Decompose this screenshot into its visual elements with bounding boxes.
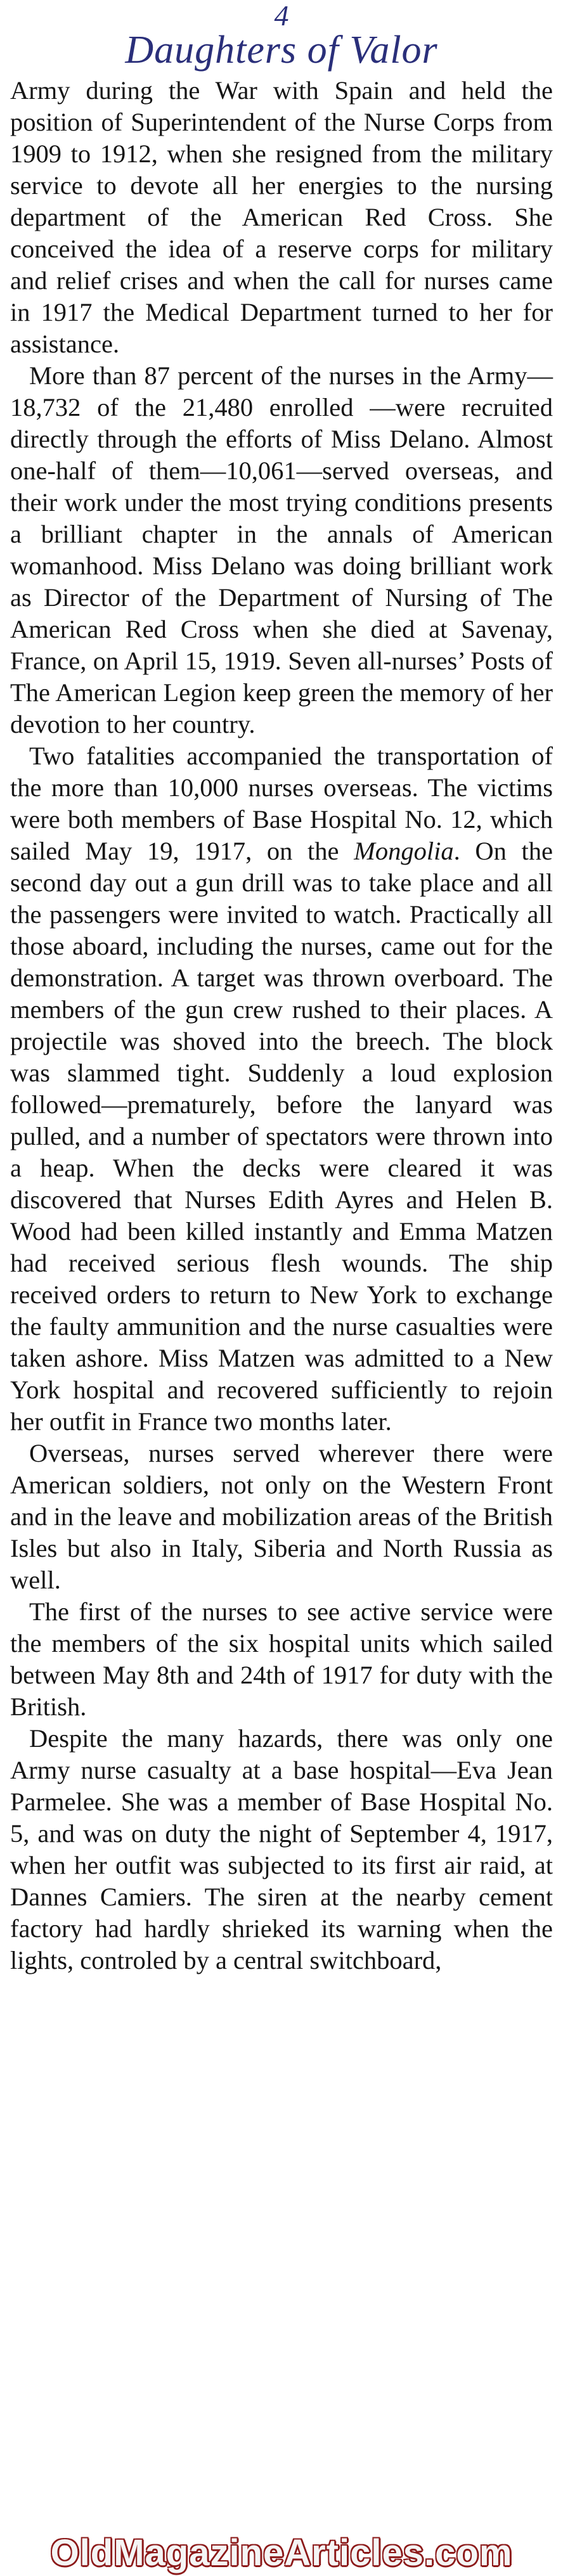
paragraph-text: Despite the many hazards, there was only one Army nurse casualty at a base hospital—Eva Jean Parmelee. She was a member of Base Hospital No. 5, and was on duty the night of September 4, 1917, when her outfit was subjected to its first air raid, at Dannes Camiers. The siren at the nearby cement factory had hardly shrieked its warning when the lights, controled by a central switchboard,: [10, 1724, 553, 1974]
running-title: Daughters of Valor: [125, 29, 438, 72]
paragraph: [10, 1438, 553, 1596]
paragraph-text: More than 87 percent of the nurses in the Army—18,732 of the 21,480 enrolled —were recruited directly through the efforts of Miss Delano. Almost one-half of them—10,061—served overseas, and their work under the most trying conditions presents a brilliant chapter in the annals of American womanhood. Miss Delano was doing brilliant work as Director of the Department of Nursing of The American Red Cross when she died at Savenay, France, on April 15, 1919. Seven all-nurses’ Posts of The American Legion keep green the memory of her devotion to her country.: [10, 361, 553, 738]
paragraph-text: Two fatalities accompanied the transportation of the more than 10,000 nurses overseas. The victims were both members of Base Hospital No. 12, which sailed May 19, 1917, on the: [10, 742, 553, 865]
page-header: [0, 0, 563, 70]
paragraph-text: . On the second day out a gun drill was to take place and all the passengers were invited to watch. Practically all those aboard, including the nurses, came out for the demonstration. A target was thrown overboard. The members of the gun crew rushed to their places. A projectile was shoved into the breech. The block was slammed tight. Suddenly a loud explosion followed—prematurely, before the lanyard was pulled, and a number of spectators were thrown into a heap. When the decks were cleared it was discovered that Nurses Edith Ayres and Helen B. Wood had been killed instantly and Emma Matzen had received serious flesh wounds. The ship received orders to return to New York to exchange the faulty ammunition and the nurse casualties were taken ashore. Miss Matzen was admitted to a New York hospital and recovered sufficiently to rejoin her outfit in France two months later.: [10, 837, 553, 1436]
paragraph: [10, 1596, 553, 1723]
site-watermark: OldMagazineArticles.com: [50, 2532, 513, 2573]
page-number: 4: [274, 0, 289, 32]
paragraph: [10, 75, 553, 360]
paragraph: [10, 360, 553, 740]
paragraph-text: The first of the nurses to see active service were the members of the six hospital units which sailed between May 8th and 24th of 1917 for duty with the British.: [10, 1597, 553, 1721]
paragraph-text: Army during the War with Spain and held the position of Superintendent of the Nurse Corps from 1909 to 1912, when she resigned from the military service to devote all her energies to the nursing department of the American Red Cross. She conceived the idea of a reserve corps for military and relief crises and when the call for nurses came in 1917 the Medical Department turned to her for assistance.: [10, 76, 553, 358]
ship-name: Mongolia: [354, 837, 454, 865]
article-body: [10, 75, 553, 1976]
paragraph-text: Overseas, nurses served wherever there were American soldiers, not only on the Western Front and in the leave and mobilization areas of the British Isles but also in Italy, Siberia and North Russia as well.: [10, 1439, 553, 1594]
paragraph: [10, 740, 553, 1438]
paragraph: [10, 1723, 553, 1976]
